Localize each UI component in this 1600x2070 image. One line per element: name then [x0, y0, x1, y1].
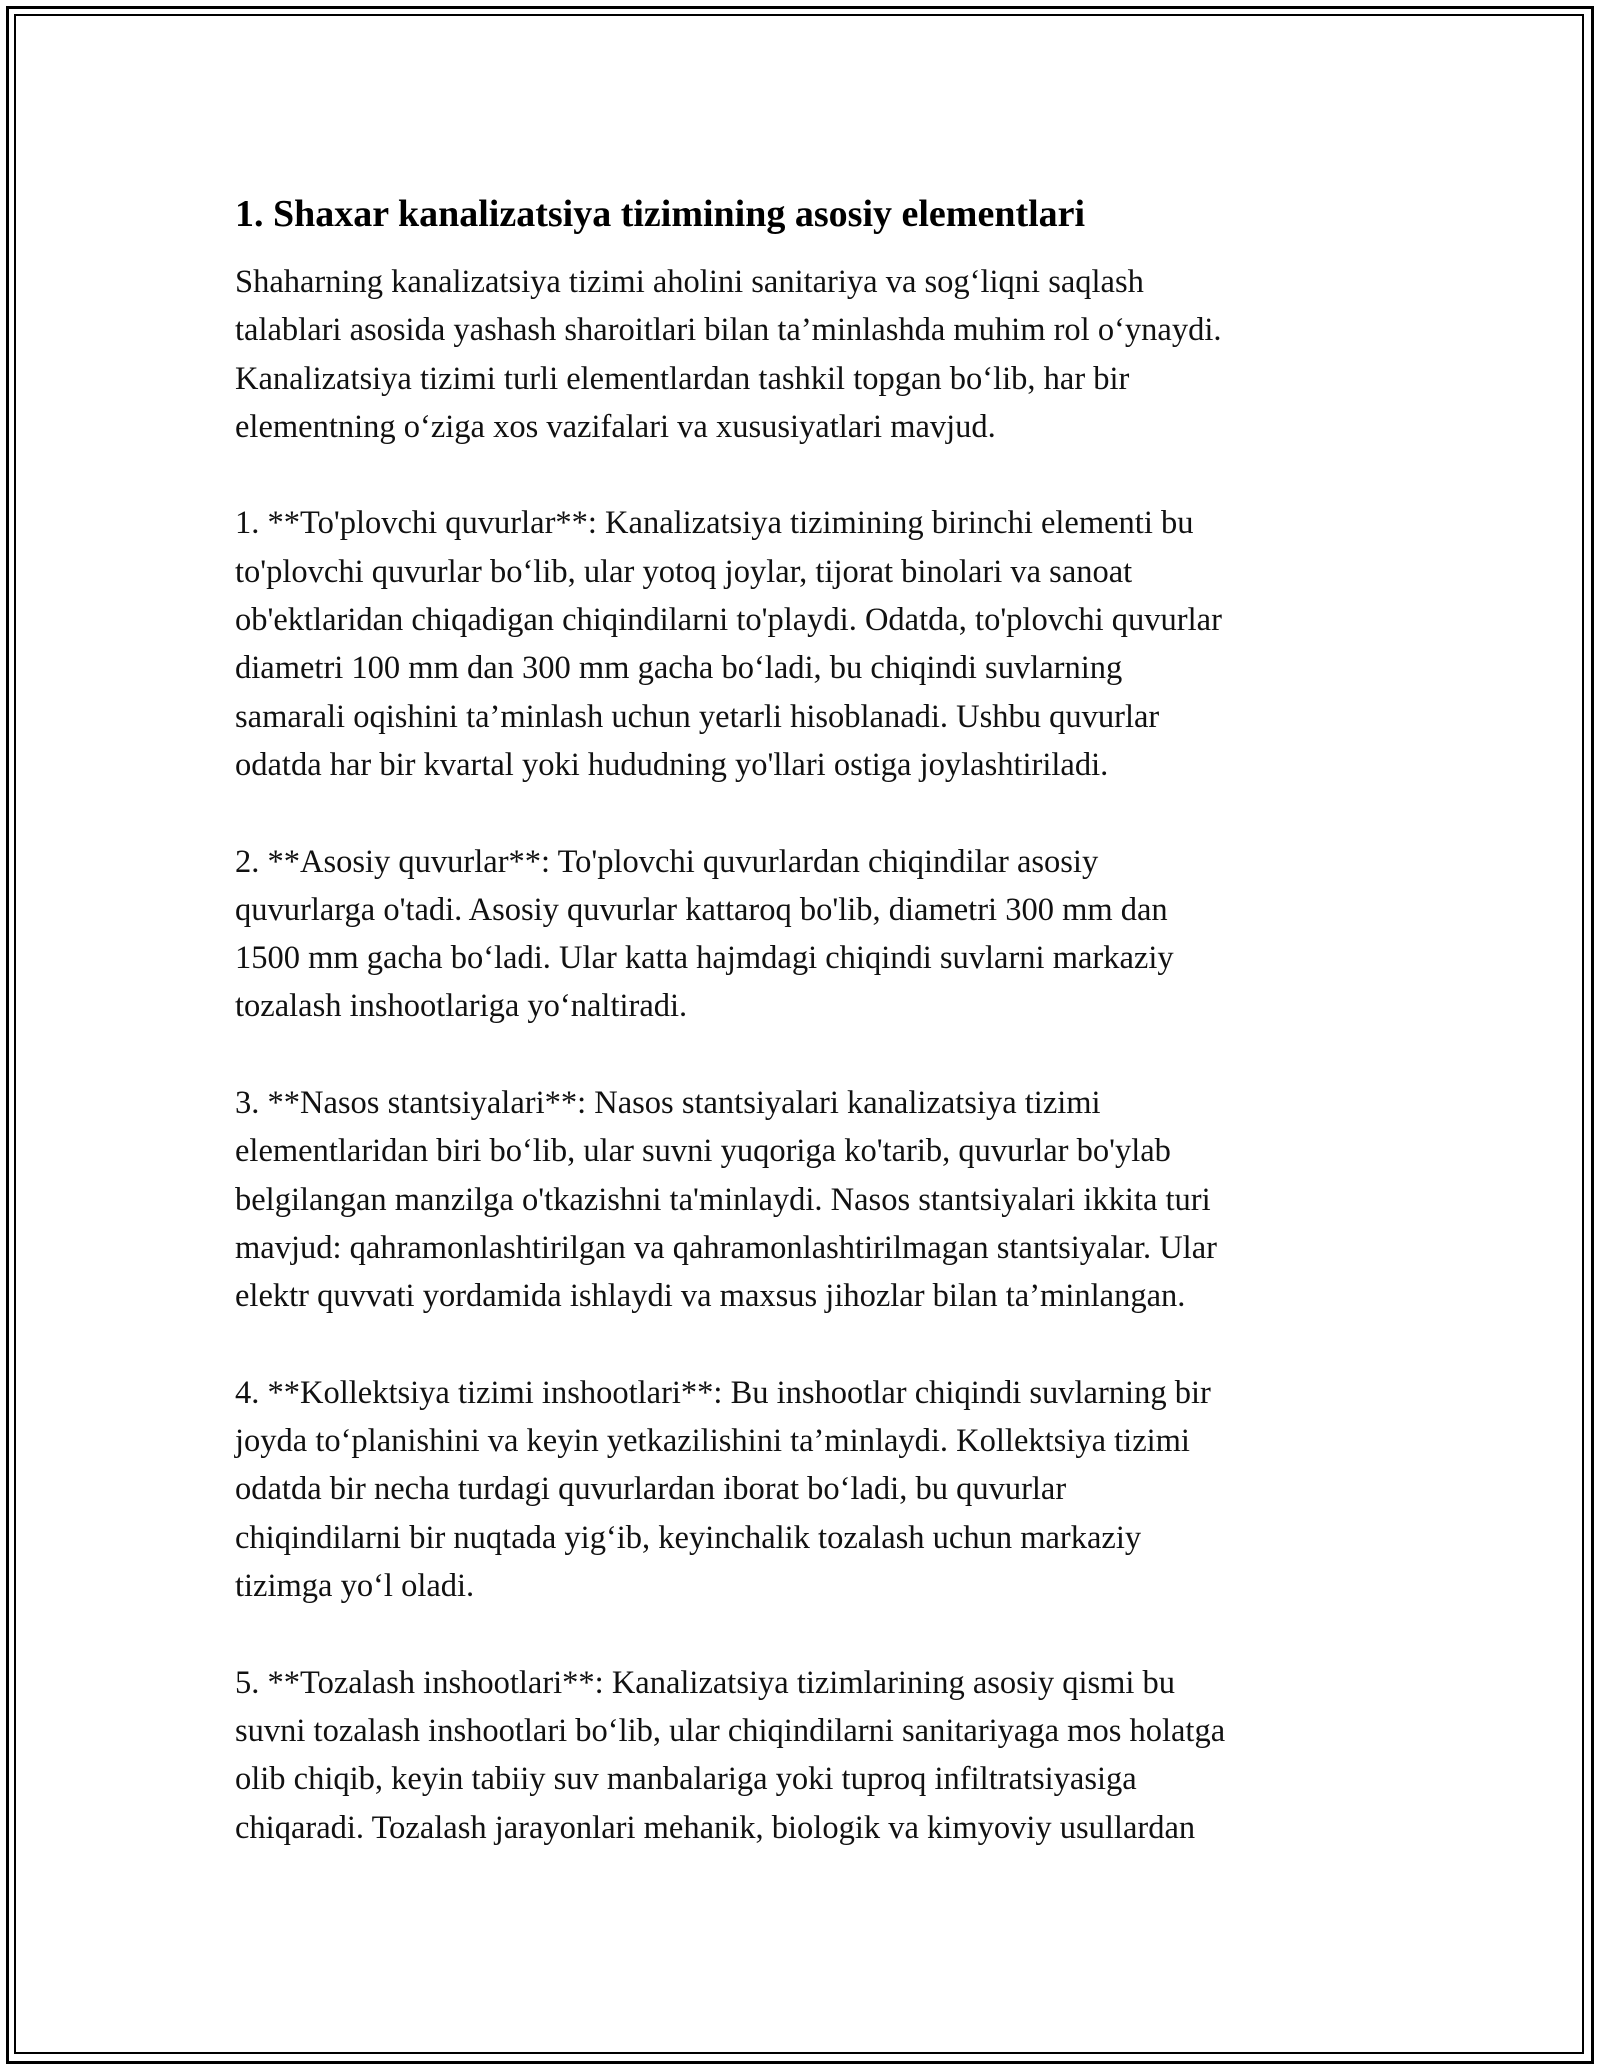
text-line: tozalash inshootlariga yo‘naltiradi. [235, 988, 688, 1025]
text-line: chiqaradi. Tozalash jarayonlari mehanik, biologik va kimyoviy usullardan [235, 1809, 1196, 1846]
text-line: olib chiqib, keyin tabiiy suv manbalariga yoki tuproq infiltratsiyasiga [235, 1761, 1137, 1798]
text-line: chiqindilarni bir nuqtada yig‘ib, keyinchalik tozalash uchun markaziy [235, 1519, 1142, 1556]
text-line: 1500 mm gacha bo‘ladi. Ular katta hajmdagi chiqindi suvlarni markaziy [235, 940, 1174, 977]
text-line: diametri 100 mm dan 300 mm gacha bo‘ladi, bu chiqindi suvlarning [235, 650, 1123, 687]
list-item-treatment-facilities [235, 1659, 1365, 1852]
list-item-collection-facilities [235, 1369, 1365, 1610]
list-item-main-pipes [235, 838, 1365, 1031]
text-line: 1. **To'plovchi quvurlar**: Kanalizatsiya tizimining birinchi elementi bu [235, 505, 1194, 542]
text-line: talablari asosida yashash sharoitlari bilan ta’minlashda muhim rol o‘ynaydi. [235, 312, 1222, 349]
text-line: to'plovchi quvurlar bo‘lib, ular yotoq joylar, tijorat binolari va sanoat [235, 553, 1133, 590]
text-line: tizimga yo‘l oladi. [235, 1568, 475, 1605]
text-line: elementning o‘ziga xos vazifalari va xususiyatlari mavjud. [235, 408, 996, 445]
text-line: elektr quvvati yordamida ishlaydi va maxsus jihozlar bilan ta’minlangan. [235, 1278, 1186, 1315]
text-line: mavjud: qahramonlashtirilgan va qahramonlashtirilmagan stantsiyalar. Ular [235, 1229, 1217, 1266]
text-line: odatda bir necha turdagi quvurlardan iborat bo‘ladi, bu quvurlar [235, 1471, 1067, 1508]
text-line: odatda har bir kvartal yoki hududning yo'llari ostiga joylashtiriladi. [235, 746, 1109, 783]
page-title: 1. Shaxar kanalizatsiya tizimining asosiy elementlari [235, 193, 1086, 235]
text-line: quvurlarga o'tadi. Asosiy quvurlar kattaroq bo'lib, diametri 300 mm dan [235, 891, 1168, 928]
text-line: elementlaridan biri bo‘lib, ular suvni yuqoriga ko'tarib, quvurlar bo'ylab [235, 1133, 1171, 1170]
text-line: Kanalizatsiya tizimi turli elementlardan tashkil topgan bo‘lib, har bir [235, 360, 1130, 397]
text-line: 4. **Kollektsiya tizimi inshootlari**: Bu inshootlar chiqindi suvlarning bir [235, 1374, 1211, 1411]
text-line: ob'ektlaridan chiqadigan chiqindilarni to'playdi. Odatda, to'plovchi quvurlar [235, 602, 1222, 639]
text-line: 5. **Tozalash inshootlari**: Kanalizatsiya tizimlarining asosiy qismi bu [235, 1664, 1176, 1701]
text-line: Shaharning kanalizatsiya tizimi aholini sanitariya va sog‘liqni saqlash [235, 264, 1144, 300]
intro-paragraph [235, 258, 1365, 451]
text-line: suvni tozalash inshootlari bo‘lib, ular chiqindilarni sanitariyaga mos holatga [235, 1712, 1226, 1749]
text-line: 2. **Asosiy quvurlar**: To'plovchi quvurlardan chiqindilar asosiy [235, 843, 1099, 880]
document-body [235, 190, 1365, 1852]
list-item-pump-stations [235, 1079, 1365, 1320]
text-line: samarali oqishini ta’minlash uchun yetarli hisoblanadi. Ushbu quvurlar [235, 698, 1160, 735]
text-line: 3. **Nasos stantsiyalari**: Nasos stantsiyalari kanalizatsiya tizimi [235, 1085, 1101, 1122]
text-line: joyda to‘planishini va keyin yetkazilishini ta’minlaydi. Kollektsiya tizimi [235, 1423, 1190, 1460]
text-line: belgilangan manzilga o'tkazishni ta'minlaydi. Nasos stantsiyalari ikkita turi [235, 1181, 1211, 1218]
list-item-collector-pipes [235, 499, 1365, 789]
